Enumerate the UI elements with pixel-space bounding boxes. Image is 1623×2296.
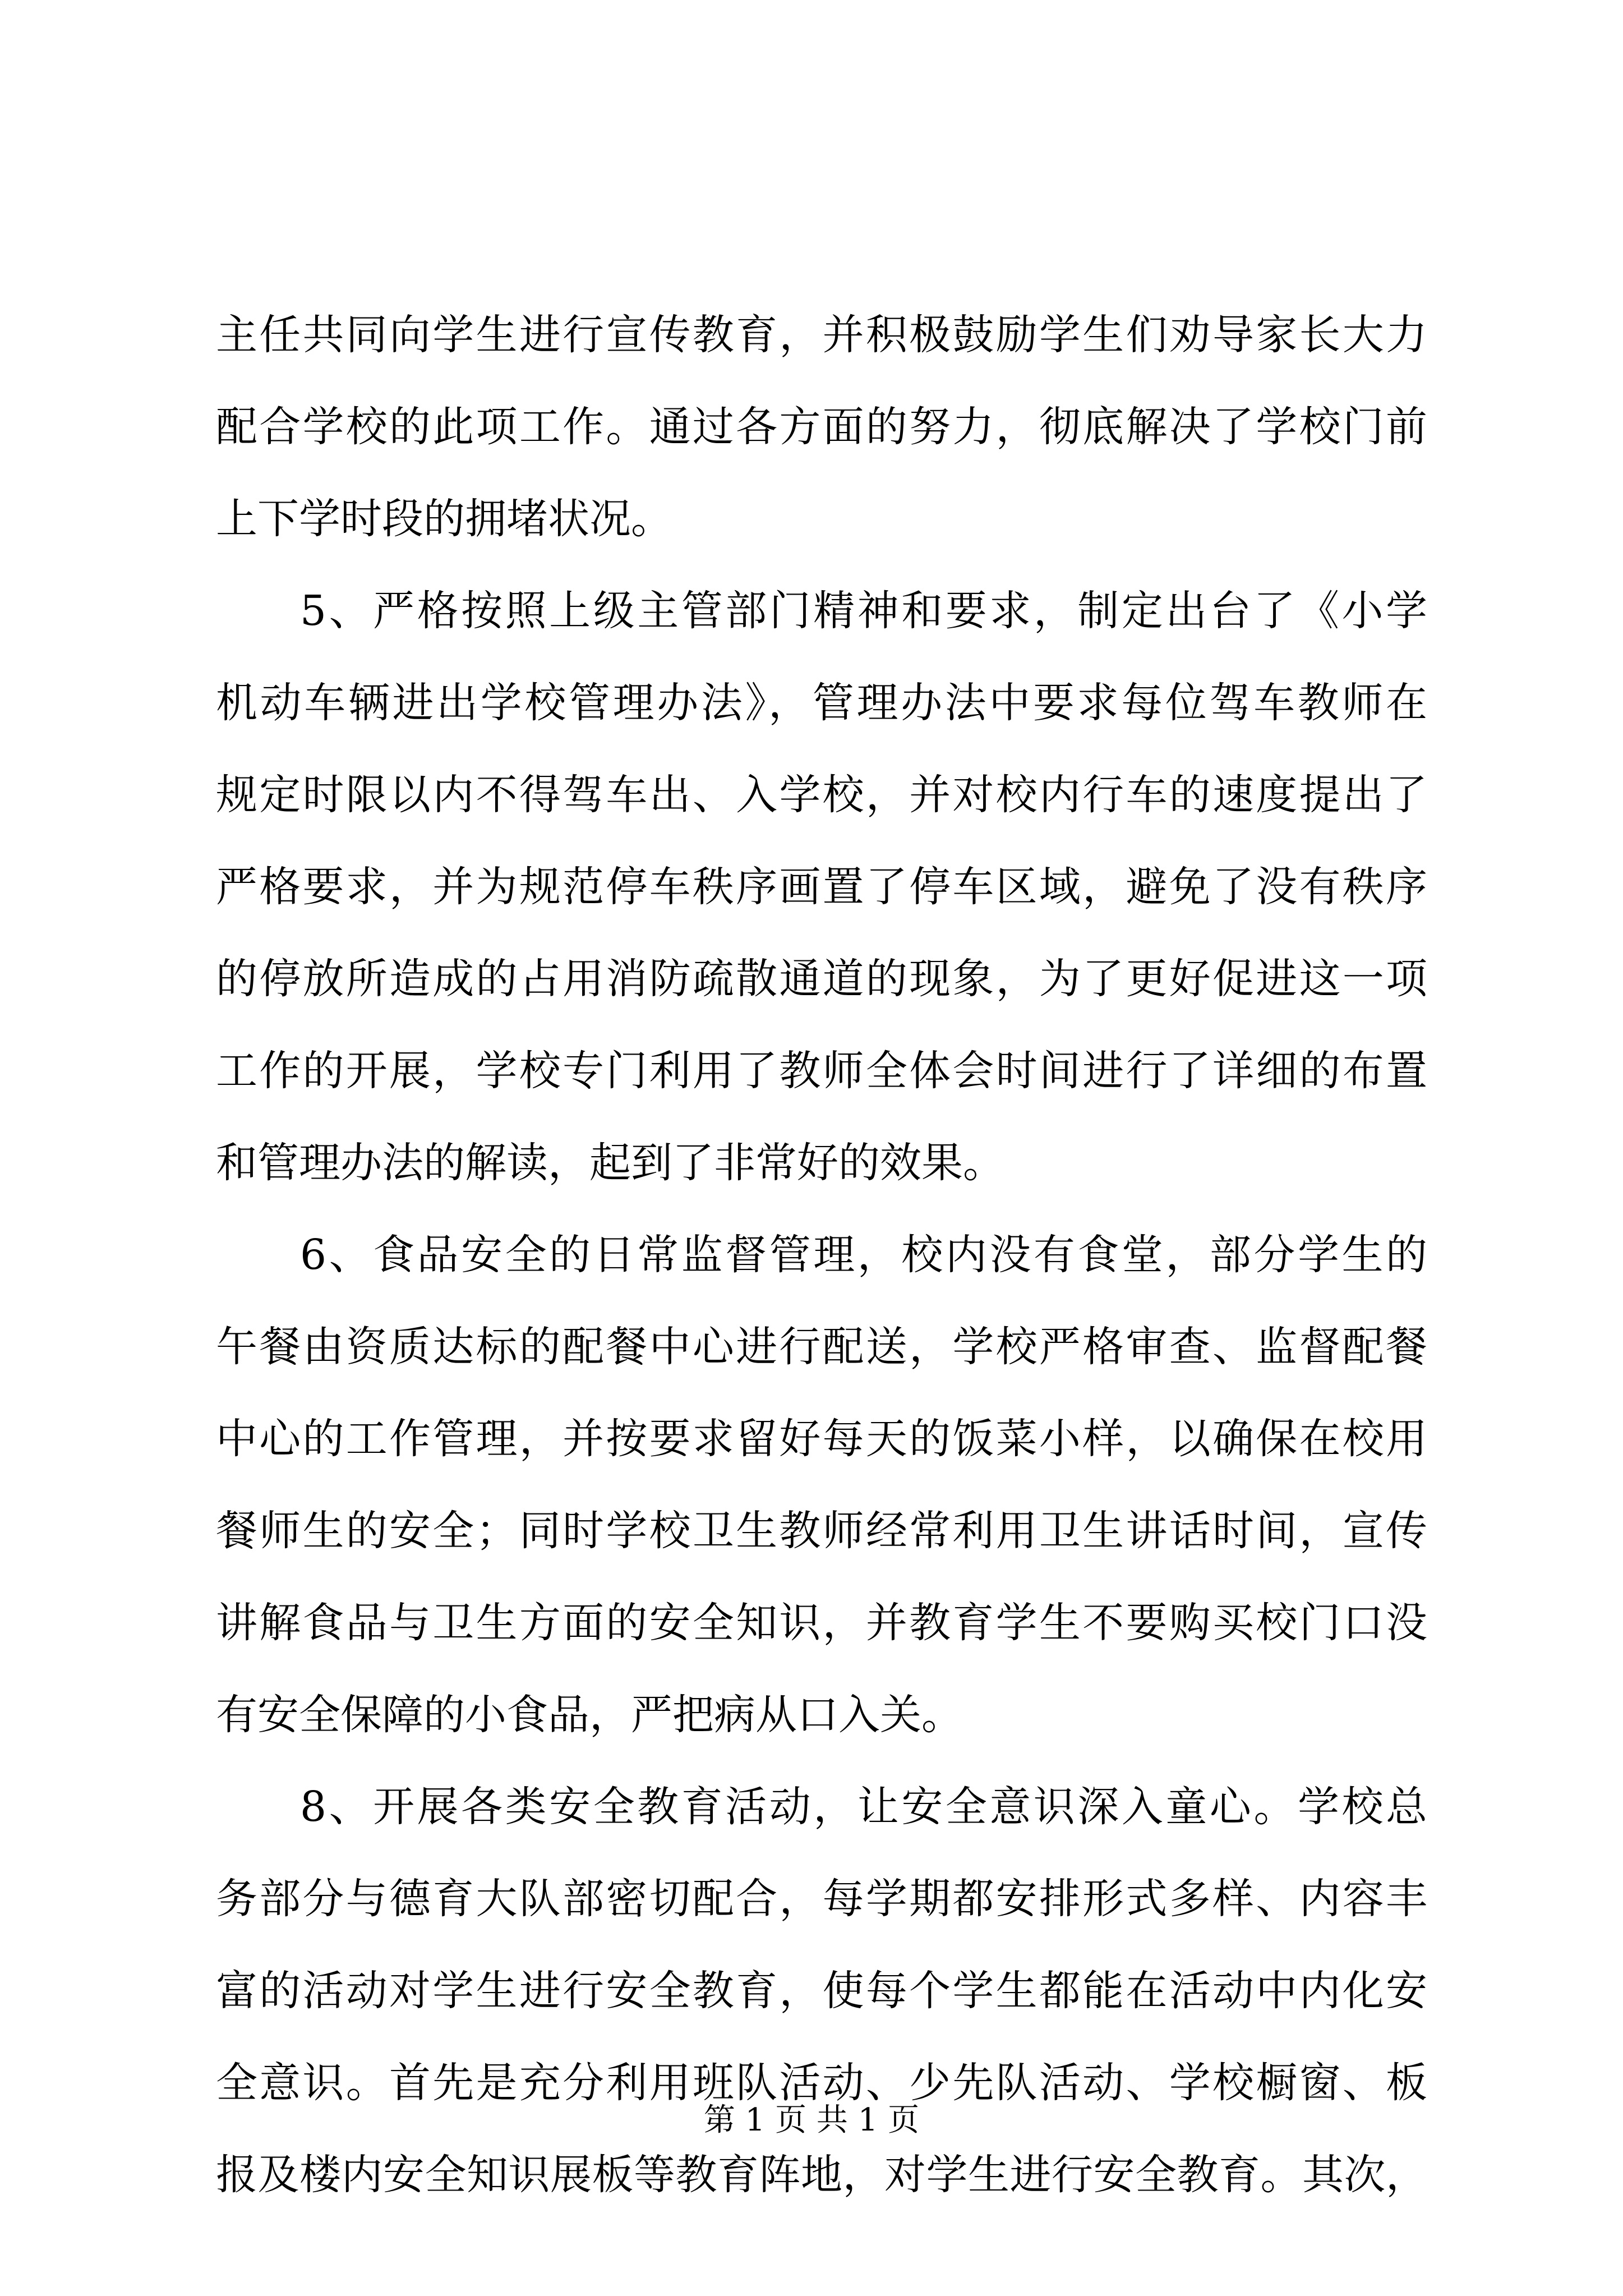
- paragraph-4-line-1: 8、开展各类安全教育活动，让安全意识深入童心。学校总: [300, 1783, 1427, 1831]
- page-footer: 第 1 页 共 1 页: [703, 2102, 920, 2138]
- paragraph-4-line-2: 务部分与德育大队部密切配合，每学期都安排形式多样、内容丰: [216, 1875, 1427, 1923]
- paragraph-3-line-6: 有安全保障的小食品，严把病从口入关。: [216, 1691, 963, 1739]
- paragraph-2-line-4: 严格要求，并为规范停车秩序画置了停车区域，避免了没有秩序: [216, 863, 1427, 911]
- paragraph-3-line-3: 中心的工作管理，并按要求留好每天的饭菜小样，以确保在校用: [216, 1415, 1427, 1463]
- paragraph-1-line-3: 上下学时段的拥堵状况。: [216, 495, 672, 543]
- paragraph-3-line-5: 讲解食品与卫生方面的安全知识，并教育学生不要购买校门口没: [216, 1599, 1427, 1647]
- paragraph-1-line-1: 主任共同向学生进行宣传教育，并积极鼓励学生们劝导家长大力: [216, 311, 1427, 359]
- document-body: [216, 289, 1427, 2221]
- paragraph-3-line-2: 午餐由资质达标的配餐中心进行配送，学校严格审查、监督配餐: [216, 1323, 1427, 1371]
- paragraph-4-line-3: 富的活动对学生进行安全教育，使每个学生都能在活动中内化安: [216, 1967, 1427, 2015]
- paragraph-3-line-1: 6、食品安全的日常监督管理，校内没有食堂，部分学生的: [300, 1231, 1427, 1279]
- paragraph-2-line-5: 的停放所造成的占用消防疏散通道的现象，为了更好促进这一项: [216, 955, 1427, 1003]
- paragraph-2-line-6: 工作的开展，学校专门利用了教师全体会时间进行了详细的布置: [216, 1047, 1427, 1095]
- paragraph-3-line-4: 餐师生的安全；同时学校卫生教师经常利用卫生讲话时间，宣传: [216, 1507, 1427, 1555]
- paragraph-2-line-7: 和管理办法的解读，起到了非常好的效果。: [216, 1139, 1004, 1187]
- paragraph-2-line-2: 机动车辆进出学校管理办法》，管理办法中要求每位驾车教师在: [216, 679, 1427, 727]
- paragraph-4-line-5: 报及楼内安全知识展板等教育阵地，对学生进行安全教育。其次，: [216, 2151, 1427, 2199]
- paragraph-2-line-3: 规定时限以内不得驾车出、入学校，并对校内行车的速度提出了: [216, 771, 1427, 819]
- paragraph-2-line-1: 5、严格按照上级主管部门精神和要求，制定出台了《小学: [300, 587, 1427, 635]
- paragraph-1-line-2: 配合学校的此项工作。通过各方面的努力，彻底解决了学校门前: [216, 403, 1427, 451]
- paragraph-4-line-4: 全意识。首先是充分利用班队活动、少先队活动、学校橱窗、板: [216, 2059, 1427, 2107]
